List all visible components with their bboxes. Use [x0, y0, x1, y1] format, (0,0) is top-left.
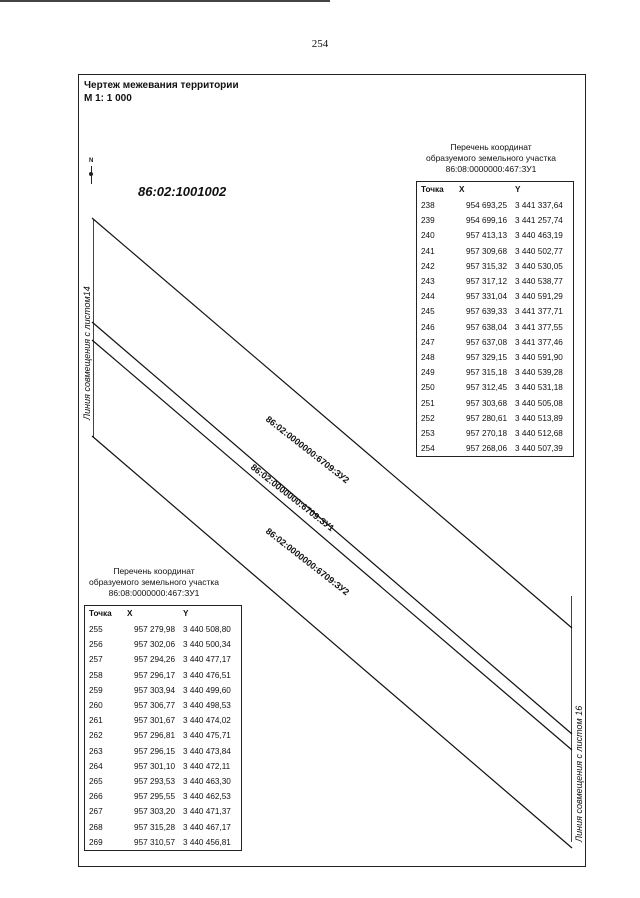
x-cell: 957 293,53: [134, 776, 175, 786]
point-cell: 240: [421, 231, 435, 241]
left-caption-line2: образуемого земельного участка: [88, 577, 220, 587]
y-cell: 3 440 505,08: [515, 398, 563, 408]
table-row: [85, 759, 242, 774]
table-row: [417, 244, 574, 259]
point-cell: 255: [89, 625, 103, 635]
point-cell: 242: [421, 261, 435, 271]
point-cell: 262: [89, 731, 103, 741]
x-cell: 957 329,15: [466, 352, 507, 362]
table-row: [85, 744, 242, 759]
y-cell: 3 441 257,74: [515, 216, 563, 226]
table-row: [417, 411, 574, 426]
x-cell: 957 301,67: [134, 716, 175, 726]
y-cell: 3 440 462,53: [183, 792, 231, 802]
table-row: [417, 228, 574, 243]
x-cell: 957 306,77: [134, 701, 175, 711]
y-cell: 3 440 512,68: [515, 428, 563, 438]
x-cell: 957 301,10: [134, 761, 175, 771]
x-cell: 954 699,16: [466, 216, 507, 226]
cadastral-block-label: 86:02:1001002: [138, 184, 227, 199]
table-row: [85, 728, 242, 743]
y-cell: 3 440 502,77: [515, 246, 563, 256]
left-coordinate-block: [84, 566, 242, 851]
y-cell: 3 440 591,29: [515, 292, 563, 302]
point-cell: 263: [89, 746, 103, 756]
x-cell: 957 317,12: [466, 277, 507, 287]
point-cell: 238: [421, 201, 435, 211]
point-cell: 251: [421, 398, 435, 408]
point-cell: 250: [421, 383, 435, 393]
y-cell: 3 440 498,53: [183, 701, 231, 711]
right-table-body: [417, 198, 574, 457]
y-cell: 3 440 463,30: [183, 776, 231, 786]
point-cell: 268: [89, 822, 103, 832]
north-label: N: [89, 158, 94, 164]
x-cell: 957 413,13: [466, 231, 507, 241]
table-row: [417, 395, 574, 410]
left-caption-line1: Перечень координат: [113, 566, 195, 576]
point-cell: 243: [421, 277, 435, 287]
table-row: [417, 213, 574, 228]
y-cell: 3 440 467,17: [183, 822, 231, 832]
x-cell: 957 279,98: [134, 625, 175, 635]
point-cell: 267: [89, 807, 103, 817]
x-cell: 957 303,20: [134, 807, 175, 817]
table-header-row: [417, 182, 574, 199]
x-cell: 957 331,04: [466, 292, 507, 302]
line-label-zu1: 86:02:0000000:6709:ЗУ1: [248, 462, 337, 534]
right-coordinate-block: [416, 142, 574, 457]
drawing-scale: М 1: 1 000: [84, 93, 132, 104]
y-cell: 3 440 477,17: [183, 655, 231, 665]
x-cell: 957 303,94: [134, 685, 175, 695]
y-cell: 3 440 474,02: [183, 716, 231, 726]
table-row: [85, 637, 242, 652]
table-row: [417, 365, 574, 380]
table-row: [85, 835, 242, 851]
y-cell: 3 440 531,18: [515, 383, 563, 393]
header-point: Точка: [421, 185, 444, 194]
x-cell: 957 296,81: [134, 731, 175, 741]
table-header-row: [85, 606, 242, 623]
x-cell: 957 637,08: [466, 337, 507, 347]
table-row: [417, 380, 574, 395]
y-cell: 3 440 476,51: [183, 670, 231, 680]
point-cell: 269: [89, 837, 103, 847]
table-row: [417, 259, 574, 274]
point-cell: 259: [89, 685, 103, 695]
table-row: [85, 698, 242, 713]
point-cell: 246: [421, 322, 435, 332]
x-cell: 957 268,06: [466, 444, 507, 454]
y-cell: 3 440 475,71: [183, 731, 231, 741]
x-cell: 957 639,33: [466, 307, 507, 317]
right-caption-line3: 86:08:0000000:467:ЗУ1: [445, 164, 537, 174]
left-caption-line3: 86:08:0000000:467:ЗУ1: [108, 588, 200, 598]
y-cell: 3 440 499,60: [183, 685, 231, 695]
point-cell: 257: [89, 655, 103, 665]
header-y: Y: [183, 609, 189, 618]
table-row: [417, 289, 574, 304]
point-cell: 245: [421, 307, 435, 317]
x-cell: 957 315,32: [466, 261, 507, 271]
x-cell: 957 303,68: [466, 398, 507, 408]
point-cell: 254: [421, 444, 435, 454]
table-row: [417, 335, 574, 350]
point-cell: 261: [89, 716, 103, 726]
point-cell: 247: [421, 337, 435, 347]
right-alignment-label: Линия совмещения с листом 16: [574, 705, 584, 842]
x-cell: 957 310,57: [134, 837, 175, 847]
point-cell: 260: [89, 701, 103, 711]
y-cell: 3 440 473,84: [183, 746, 231, 756]
y-cell: 3 441 337,64: [515, 201, 563, 211]
y-cell: 3 441 377,46: [515, 337, 563, 347]
point-cell: 256: [89, 640, 103, 650]
left-coordinate-table: [84, 605, 242, 851]
point-cell: 264: [89, 761, 103, 771]
x-cell: 957 296,17: [134, 670, 175, 680]
table-row: [85, 774, 242, 789]
table-row: [417, 304, 574, 319]
y-cell: 3 440 591,90: [515, 352, 563, 362]
y-cell: 3 441 377,71: [515, 307, 563, 317]
table-row: [417, 441, 574, 457]
table-row: [85, 668, 242, 683]
x-cell: 957 270,18: [466, 428, 507, 438]
x-cell: 957 294,26: [134, 655, 175, 665]
left-table-body: [85, 622, 242, 850]
table-row: [417, 426, 574, 441]
table-row: [85, 713, 242, 728]
y-cell: 3 440 508,80: [183, 625, 231, 635]
table-row: [85, 804, 242, 819]
y-cell: 3 440 539,28: [515, 368, 563, 378]
table-row: [85, 789, 242, 804]
right-caption-line2: образуемого земельного участка: [425, 153, 557, 163]
table-row: [417, 274, 574, 289]
point-cell: 244: [421, 292, 435, 302]
point-cell: 265: [89, 776, 103, 786]
header-x: X: [459, 185, 465, 194]
table-row: [85, 622, 242, 637]
x-cell: 957 296,15: [134, 746, 175, 756]
y-cell: 3 440 472,11: [183, 761, 231, 771]
point-cell: 258: [89, 670, 103, 680]
x-cell: 957 295,55: [134, 792, 175, 802]
header-y: Y: [515, 185, 521, 194]
point-cell: 241: [421, 246, 435, 256]
x-cell: 957 302,06: [134, 640, 175, 650]
table-row: [417, 198, 574, 213]
table-row: [85, 652, 242, 667]
x-cell: 957 309,68: [466, 246, 507, 256]
y-cell: 3 440 500,34: [183, 640, 231, 650]
point-cell: 248: [421, 352, 435, 362]
line-label-zu2-upper: 86:02:0000000:6709:ЗУ2: [263, 414, 352, 486]
page-number: 254: [311, 38, 329, 50]
header-x: X: [127, 609, 133, 618]
drawing-title-text: Чертеж межевания территории: [84, 80, 239, 91]
y-cell: 3 440 456,81: [183, 837, 231, 847]
table-row: [417, 320, 574, 335]
table-row: [85, 819, 242, 834]
y-cell: 3 440 530,05: [515, 261, 563, 271]
right-coordinate-table: [416, 181, 574, 457]
right-table-caption: [416, 142, 566, 175]
y-cell: 3 440 538,77: [515, 277, 563, 287]
y-cell: 3 440 513,89: [515, 413, 563, 423]
x-cell: 957 315,18: [466, 368, 507, 378]
point-cell: 253: [421, 428, 435, 438]
point-cell: 252: [421, 413, 435, 423]
left-alignment-label: Линия совмещения с листом14: [82, 286, 92, 420]
x-cell: 957 638,04: [466, 322, 507, 332]
right-caption-line1: Перечень координат: [450, 142, 532, 152]
point-cell: 266: [89, 792, 103, 802]
y-cell: 3 440 471,37: [183, 807, 231, 817]
x-cell: 957 315,28: [134, 822, 175, 832]
header-point: Точка: [89, 609, 112, 618]
table-row: [85, 683, 242, 698]
point-cell: 249: [421, 368, 435, 378]
x-cell: 954 693,25: [466, 201, 507, 211]
left-table-caption: [84, 566, 224, 599]
y-cell: 3 441 377,55: [515, 322, 563, 332]
x-cell: 957 280,61: [466, 413, 507, 423]
table-row: [417, 350, 574, 365]
line-label-zu2-lower: 86:02:0000000:6709:ЗУ2: [263, 526, 352, 598]
y-cell: 3 440 507,39: [515, 444, 563, 454]
point-cell: 239: [421, 216, 435, 226]
y-cell: 3 440 463,19: [515, 231, 563, 241]
x-cell: 957 312,45: [466, 383, 507, 393]
